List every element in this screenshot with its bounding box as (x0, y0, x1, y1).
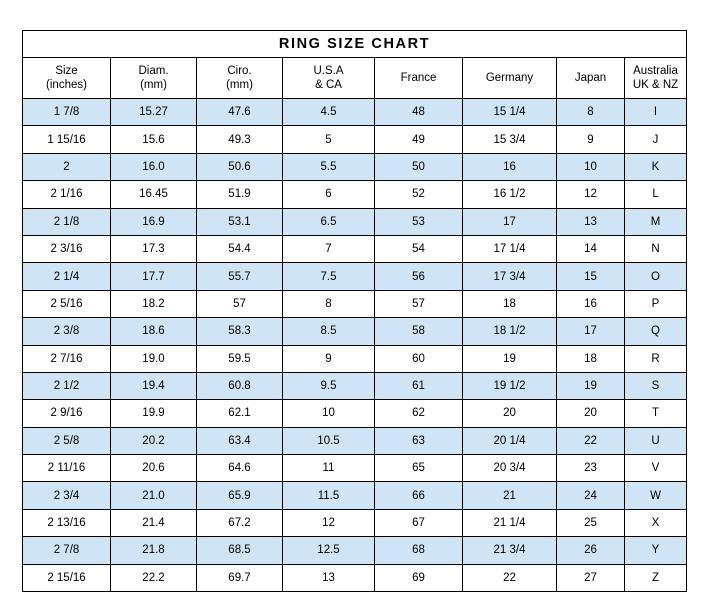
table-cell: N (625, 235, 687, 262)
table-cell: 65 (375, 455, 463, 482)
ring-size-table (22, 30, 687, 592)
table-cell: 54 (375, 235, 463, 262)
table-cell: 16 (557, 290, 625, 317)
table-cell: 6.5 (283, 208, 375, 235)
table-cell: Q (625, 318, 687, 345)
table-cell: 25 (557, 509, 625, 536)
table-cell: V (625, 455, 687, 482)
table-row (23, 235, 687, 262)
table-cell: 16.9 (111, 208, 197, 235)
table-cell: 8 (283, 290, 375, 317)
ring-size-chart (22, 30, 686, 592)
table-cell: 2 1/4 (23, 263, 111, 290)
table-cell: 15.27 (111, 99, 197, 126)
column-header-diameter (111, 58, 197, 99)
table-cell: 2 7/16 (23, 345, 111, 372)
table-cell: T (625, 400, 687, 427)
column-header-line1: Germany (485, 71, 534, 84)
table-cell: 26 (557, 537, 625, 564)
table-cell: 17.7 (111, 263, 197, 290)
table-cell: 7.5 (283, 263, 375, 290)
table-cell: 12 (557, 181, 625, 208)
table-cell: 50 (375, 153, 463, 180)
table-cell: 19.4 (111, 372, 197, 399)
table-cell: 17 3/4 (463, 263, 557, 290)
table-cell: 2 5/8 (23, 427, 111, 454)
column-header-size (23, 58, 111, 99)
table-cell: O (625, 263, 687, 290)
table-cell: 2 1/2 (23, 372, 111, 399)
table-cell: 10 (283, 400, 375, 427)
table-cell: R (625, 345, 687, 372)
table-cell: 27 (557, 564, 625, 591)
column-header-line1: Australia (633, 64, 678, 77)
table-row (23, 126, 687, 153)
table-cell: 18 (557, 345, 625, 372)
table-cell: 2 11/16 (23, 455, 111, 482)
column-header-circumference (197, 58, 283, 99)
table-cell: 57 (197, 290, 283, 317)
table-row (23, 208, 687, 235)
table-cell: 2 7/8 (23, 537, 111, 564)
table-cell: 19 (557, 372, 625, 399)
table-cell: 17 1/4 (463, 235, 557, 262)
table-body (23, 31, 687, 592)
table-cell: X (625, 509, 687, 536)
table-cell: 53 (375, 208, 463, 235)
table-row (23, 318, 687, 345)
table-cell: 68.5 (197, 537, 283, 564)
table-cell: 49.3 (197, 126, 283, 153)
table-row (23, 372, 687, 399)
table-cell: 21 3/4 (463, 537, 557, 564)
table-cell: 9 (557, 126, 625, 153)
table-cell: 62 (375, 400, 463, 427)
column-header-japan (557, 58, 625, 99)
table-cell: 19.9 (111, 400, 197, 427)
table-cell: 47.6 (197, 99, 283, 126)
table-cell: 15.6 (111, 126, 197, 153)
table-cell: 2 (23, 153, 111, 180)
table-cell: 16 (463, 153, 557, 180)
table-cell: 51.9 (197, 181, 283, 208)
table-row (23, 537, 687, 564)
column-header-line2: (inches) (46, 79, 87, 91)
column-header-germany (463, 58, 557, 99)
table-cell: S (625, 372, 687, 399)
table-row (23, 400, 687, 427)
table-cell: 60 (375, 345, 463, 372)
table-cell: 2 15/16 (23, 564, 111, 591)
table-cell: 12 (283, 509, 375, 536)
table-cell: 20 1/4 (463, 427, 557, 454)
table-cell: 2 3/16 (23, 235, 111, 262)
table-cell: 24 (557, 482, 625, 509)
table-cell: 17 (463, 208, 557, 235)
table-cell: 20.2 (111, 427, 197, 454)
table-cell: 63.4 (197, 427, 283, 454)
table-cell: 56 (375, 263, 463, 290)
table-cell: M (625, 208, 687, 235)
table-cell: 2 1/8 (23, 208, 111, 235)
table-cell: 19 1/2 (463, 372, 557, 399)
column-header-line1: Japan (574, 71, 607, 84)
table-cell: 15 (557, 263, 625, 290)
table-title-row (23, 31, 687, 58)
table-cell: 18.6 (111, 318, 197, 345)
table-cell: 2 3/4 (23, 482, 111, 509)
table-cell: 11 (283, 455, 375, 482)
table-cell: J (625, 126, 687, 153)
table-cell: 16.0 (111, 153, 197, 180)
table-cell: 21 (463, 482, 557, 509)
table-cell: 21 1/4 (463, 509, 557, 536)
column-header-line2: (mm) (140, 79, 167, 91)
table-cell: 16 1/2 (463, 181, 557, 208)
table-cell: 69.7 (197, 564, 283, 591)
table-cell: 2 9/16 (23, 400, 111, 427)
table-cell: 21.8 (111, 537, 197, 564)
table-row (23, 482, 687, 509)
table-cell: 62.1 (197, 400, 283, 427)
table-cell: 60.8 (197, 372, 283, 399)
table-cell: U (625, 427, 687, 454)
table-cell: 52 (375, 181, 463, 208)
table-cell: W (625, 482, 687, 509)
column-header-line1: France (400, 71, 437, 84)
table-cell: 19.0 (111, 345, 197, 372)
table-cell: 57 (375, 290, 463, 317)
table-cell: 18.2 (111, 290, 197, 317)
table-cell: 21.4 (111, 509, 197, 536)
table-cell: 2 13/16 (23, 509, 111, 536)
table-cell: 7 (283, 235, 375, 262)
table-cell: 68 (375, 537, 463, 564)
table-cell: 64.6 (197, 455, 283, 482)
table-cell: 1 7/8 (23, 99, 111, 126)
table-cell: 63 (375, 427, 463, 454)
table-cell: 10 (557, 153, 625, 180)
table-cell: 65.9 (197, 482, 283, 509)
table-row (23, 153, 687, 180)
table-cell: 22 (463, 564, 557, 591)
column-header-australia-uk-nz (625, 58, 687, 99)
table-cell: 13 (557, 208, 625, 235)
table-cell: 8.5 (283, 318, 375, 345)
table-cell: L (625, 181, 687, 208)
table-cell: 53.1 (197, 208, 283, 235)
table-cell: 48 (375, 99, 463, 126)
table-cell: 59.5 (197, 345, 283, 372)
column-header-france (375, 58, 463, 99)
table-cell: 21.0 (111, 482, 197, 509)
table-cell: 14 (557, 235, 625, 262)
table-cell: 2 1/16 (23, 181, 111, 208)
table-cell: 2 3/8 (23, 318, 111, 345)
column-header-line1: Ciro. (227, 64, 252, 77)
table-cell: 11.5 (283, 482, 375, 509)
table-cell: 5 (283, 126, 375, 153)
table-cell: 54.4 (197, 235, 283, 262)
table-row (23, 345, 687, 372)
table-cell: 23 (557, 455, 625, 482)
table-cell: 15 1/4 (463, 99, 557, 126)
table-cell: 2 5/16 (23, 290, 111, 317)
page-title: RING SIZE CHART (23, 31, 687, 58)
table-cell: 8 (557, 99, 625, 126)
table-cell: 58 (375, 318, 463, 345)
column-header-line1: U.S.A (313, 64, 344, 77)
table-cell: 67.2 (197, 509, 283, 536)
table-row (23, 181, 687, 208)
table-cell: Y (625, 537, 687, 564)
table-row (23, 509, 687, 536)
table-cell: 55.7 (197, 263, 283, 290)
table-cell: 22.2 (111, 564, 197, 591)
column-header-line1: Size (55, 64, 78, 77)
table-row (23, 99, 687, 126)
table-cell: K (625, 153, 687, 180)
table-header-row (23, 58, 687, 99)
table-cell: 22 (557, 427, 625, 454)
table-cell: 12.5 (283, 537, 375, 564)
table-cell: 4.5 (283, 99, 375, 126)
table-cell: 17 (557, 318, 625, 345)
table-cell: 20 (557, 400, 625, 427)
table-cell: 9.5 (283, 372, 375, 399)
table-cell: 18 (463, 290, 557, 317)
table-cell: 17.3 (111, 235, 197, 262)
table-cell: 9 (283, 345, 375, 372)
column-header-usa-ca (283, 58, 375, 99)
table-row (23, 427, 687, 454)
table-cell: 50.6 (197, 153, 283, 180)
table-cell: 1 15/16 (23, 126, 111, 153)
column-header-line2: UK & NZ (632, 79, 679, 91)
table-cell: 5.5 (283, 153, 375, 180)
table-cell: 20.6 (111, 455, 197, 482)
table-cell: 18 1/2 (463, 318, 557, 345)
table-cell: P (625, 290, 687, 317)
table-row (23, 263, 687, 290)
table-cell: 6 (283, 181, 375, 208)
column-header-line1: Diam. (138, 64, 169, 77)
table-cell: 19 (463, 345, 557, 372)
table-cell: 66 (375, 482, 463, 509)
table-row (23, 290, 687, 317)
table-cell: 20 3/4 (463, 455, 557, 482)
table-cell: 67 (375, 509, 463, 536)
table-cell: 49 (375, 126, 463, 153)
table-cell: 61 (375, 372, 463, 399)
table-cell: 10.5 (283, 427, 375, 454)
table-row (23, 564, 687, 591)
table-row (23, 455, 687, 482)
table-cell: 13 (283, 564, 375, 591)
table-cell: 20 (463, 400, 557, 427)
table-cell: 16.45 (111, 181, 197, 208)
table-cell: I (625, 99, 687, 126)
column-header-line2: (mm) (226, 79, 253, 91)
table-cell: 15 3/4 (463, 126, 557, 153)
table-cell: 58.3 (197, 318, 283, 345)
table-cell: Z (625, 564, 687, 591)
column-header-line2: & CA (315, 79, 342, 91)
table-cell: 69 (375, 564, 463, 591)
